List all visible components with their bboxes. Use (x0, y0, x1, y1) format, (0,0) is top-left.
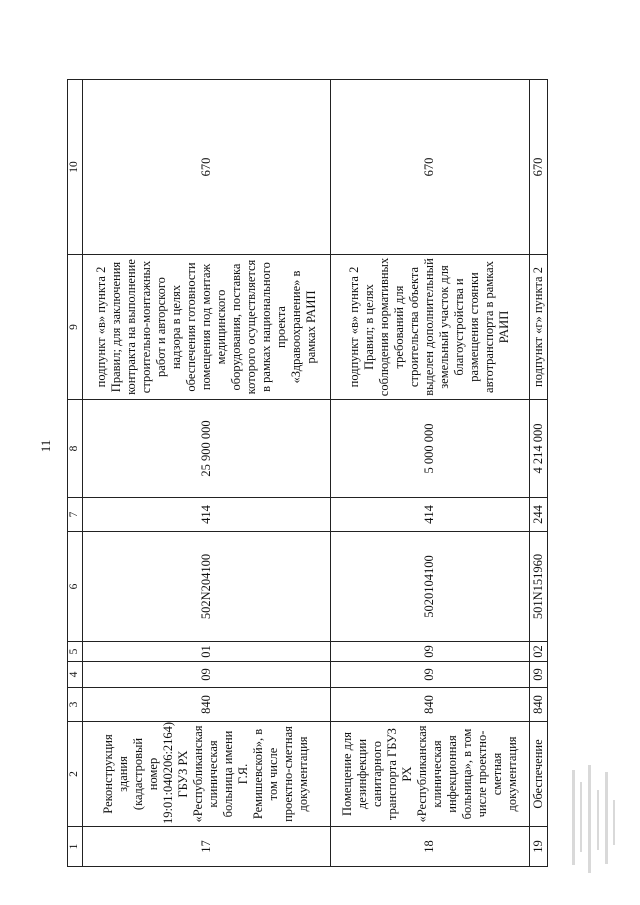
cell-justification: подпункт «в» пункта 2 Правил; для заключения контракта на выполнение строительно-монтажных работ и авторского надзора в целях обеспечения готовности помещения под монтаж медицинского оборудования, поставка которого осуществляется в рамках национального проекта «Здравоохранение» в рамках РАИП (82, 255, 330, 400)
cell-expense-type: 414 (330, 498, 529, 532)
header-cell: 9 (68, 255, 83, 400)
table-row (330, 80, 529, 867)
cell-section: 09 (529, 662, 547, 688)
cell-subsection: 09 (330, 642, 529, 662)
cell-target-article: 501N151960 (529, 532, 547, 642)
header-cell: 8 (68, 400, 83, 498)
cell-code: 670 (529, 80, 547, 255)
header-cell: 4 (68, 662, 83, 688)
header-row (68, 80, 83, 867)
header-cell: 1 (68, 827, 83, 867)
cell-ministry-code: 840 (82, 688, 330, 722)
row-number: 17 (82, 827, 330, 867)
cell-expense-type: 244 (529, 498, 547, 532)
header-cell: 10 (68, 80, 83, 255)
object-name: Реконструкция здания (кадастровый номер 19:01:040206:2164) ГБУЗ РХ «Республиканская клиническая больница имени Г.Я. Ремишевской», в том числе проектно-сметная документация (82, 722, 330, 827)
stamp-mark (566, 760, 621, 880)
cell-target-article: 5020104100 (330, 532, 529, 642)
cell-ministry-code: 840 (330, 688, 529, 722)
cell-section: 09 (330, 662, 529, 688)
cell-justification: подпункт «в» пункта 2 Правил; в целях соблюдения нормативных требований для строительства объекта выделен дополнительный земельный участок для благоустройства и размещения стоянки автотранспорта в рамках РАИП (330, 255, 529, 400)
cell-subsection: 01 (82, 642, 330, 662)
cell-subsection: 02 (529, 642, 547, 662)
cell-target-article: 502N204100 (82, 532, 330, 642)
cell-expense-type: 414 (82, 498, 330, 532)
cell-amount: 5 000 000 (330, 400, 529, 498)
cell-amount: 25 900 000 (82, 400, 330, 498)
header-cell: 7 (68, 498, 83, 532)
header-cell: 5 (68, 642, 83, 662)
row-number: 18 (330, 827, 529, 867)
cell-code: 670 (330, 80, 529, 255)
row-number: 19 (529, 827, 547, 867)
table-row (529, 80, 547, 867)
cell-amount: 4 214 000 (529, 400, 547, 498)
page-number: 11 (38, 439, 53, 453)
cell-section: 09 (82, 662, 330, 688)
header-cell: 2 (68, 722, 83, 827)
cell-ministry-code: 840 (529, 688, 547, 722)
header-cell: 6 (68, 532, 83, 642)
object-name: Обеспечение (529, 722, 547, 827)
cell-justification: подпункт «г» пункта 2 (529, 255, 547, 400)
object-name: Помещение для дезинфекции санитарного транспорта ГБУЗ РХ «Республиканская клиническая инфекционная больница», в том числе проектно-сметная документация (330, 722, 529, 827)
table-row (82, 80, 330, 867)
budget-table (67, 79, 548, 867)
cell-code: 670 (82, 80, 330, 255)
header-cell: 3 (68, 688, 83, 722)
